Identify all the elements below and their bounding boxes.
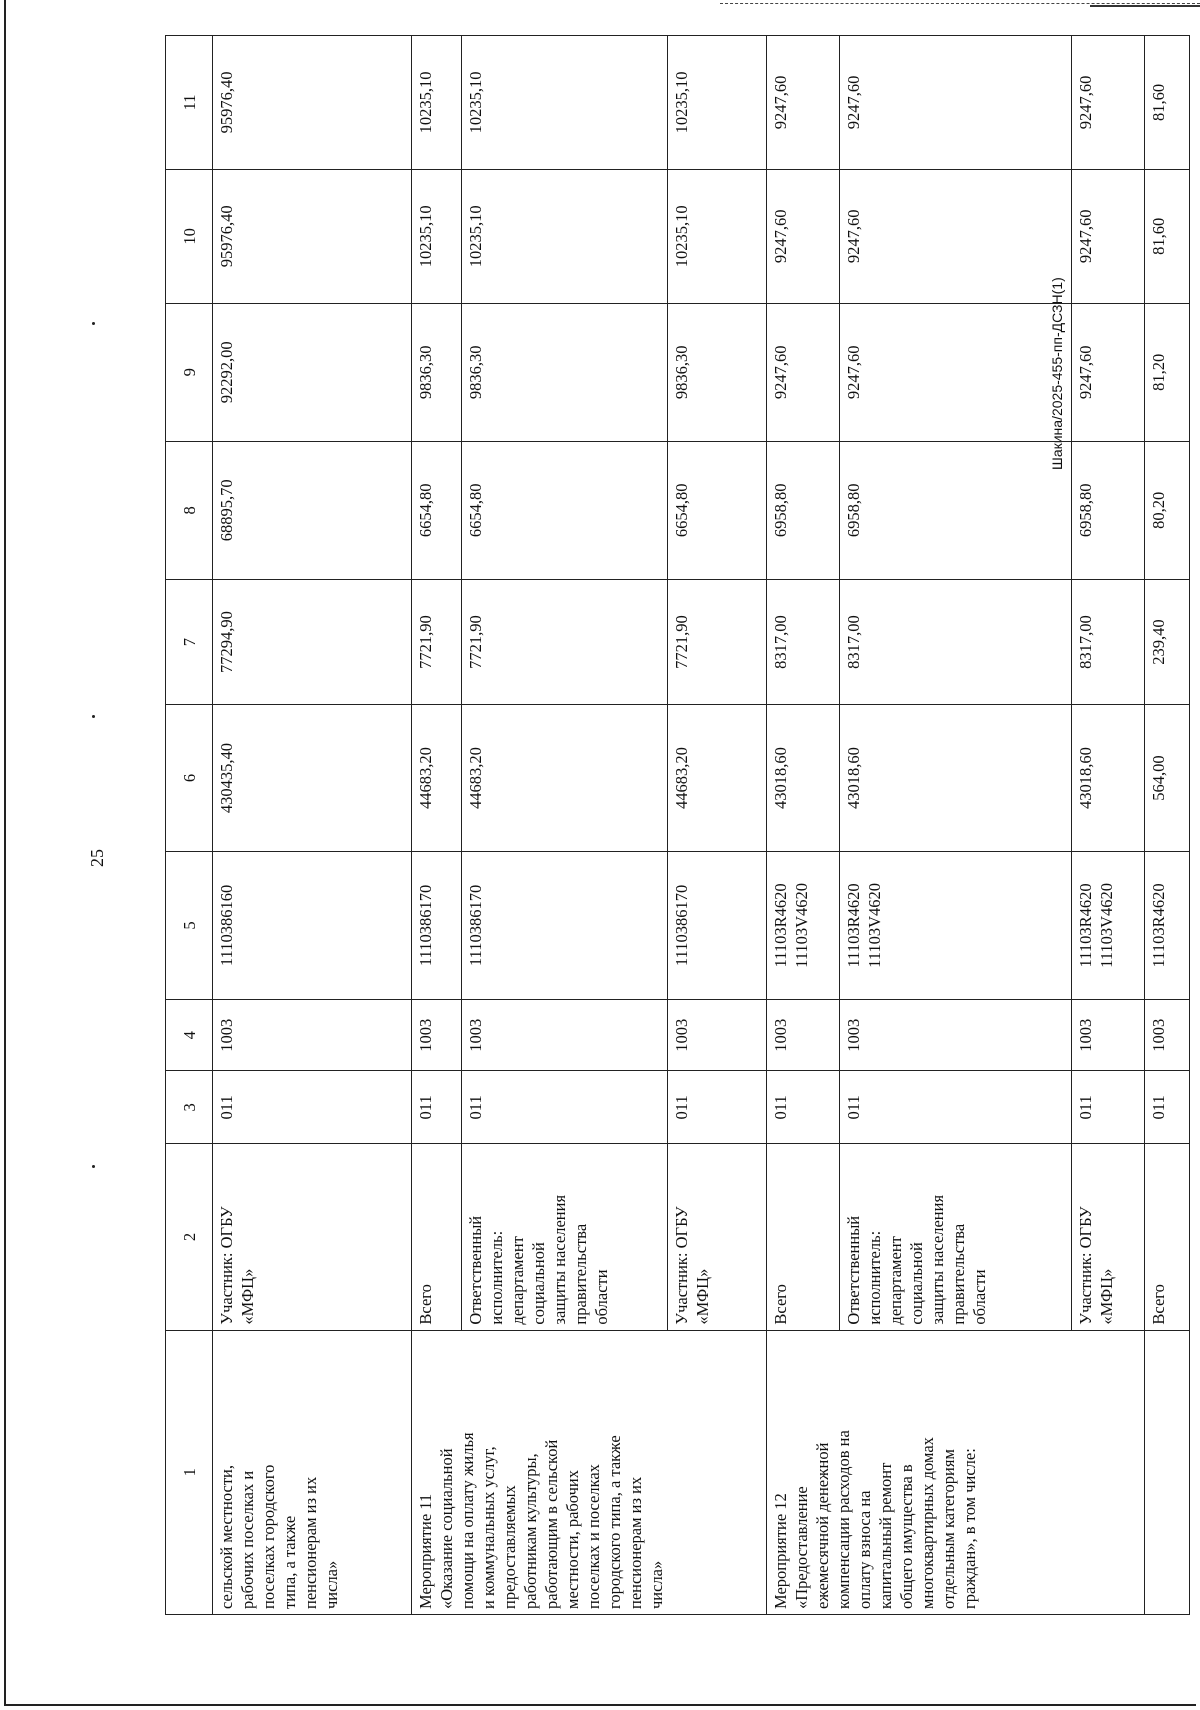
grbs-cell: 011	[462, 1071, 667, 1144]
csr-cell: 1110386170	[462, 851, 667, 999]
csr-cell: 1110386160	[213, 851, 412, 999]
total-cell: 44683,20	[462, 705, 667, 851]
year-value-cell: 9836,30	[411, 303, 461, 441]
csr-cell: 11103R4620 11103V4620	[767, 851, 840, 999]
measure-cell	[1144, 1330, 1189, 1614]
year-value-cell: 9247,60	[840, 303, 1072, 441]
executor-cell: Участник: ОГБУ «МФЦ»	[667, 1144, 766, 1330]
csr-cell: 11103R4620	[1144, 851, 1189, 999]
header-cell: 6	[166, 705, 213, 851]
header-cell: 8	[166, 441, 213, 579]
year-value-cell: 81,60	[1144, 169, 1189, 303]
section-cell: 1003	[1071, 1000, 1144, 1071]
year-value-cell: 9247,60	[1071, 36, 1144, 170]
year-value-cell: 239,40	[1144, 579, 1189, 704]
header-cell: 7	[166, 579, 213, 704]
measure-cell: Мероприятие 11 «Оказание социальной помощи на оплату жилья и коммунальных услуг, предоставляемых работникам культуры, работающим в сельской местности, рабочих поселках и поселках городского типа, а также пенсионерам из их числа»	[411, 1330, 766, 1614]
header-cell: 4	[166, 1000, 213, 1071]
year-value-cell: 10235,10	[411, 169, 461, 303]
year-value-cell: 10235,10	[462, 169, 667, 303]
header-cell: 1	[166, 1330, 213, 1614]
year-value-cell: 7721,90	[411, 579, 461, 704]
section-cell: 1003	[840, 1000, 1072, 1071]
year-value-cell: 10235,10	[667, 36, 766, 170]
csr-cell: 11103R4620 11103V4620	[1071, 851, 1144, 999]
year-value-cell: 95976,40	[213, 169, 412, 303]
section-cell: 1003	[462, 1000, 667, 1071]
year-value-cell: 10235,10	[462, 36, 667, 170]
rotated-table-wrapper	[165, 35, 1190, 1615]
grbs-cell: 011	[411, 1071, 461, 1144]
year-value-cell: 9836,30	[667, 303, 766, 441]
budget-table	[165, 35, 1190, 1615]
top-edge-line	[1090, 5, 1200, 7]
year-value-cell: 7721,90	[667, 579, 766, 704]
top-dashed-line	[720, 3, 1200, 4]
grbs-cell: 011	[1071, 1071, 1144, 1144]
year-value-cell: 6654,80	[411, 441, 461, 579]
year-value-cell: 7721,90	[462, 579, 667, 704]
year-value-cell: 9836,30	[462, 303, 667, 441]
year-value-cell: 80,20	[1144, 441, 1189, 579]
page-number: 25	[87, 849, 107, 867]
table-row	[767, 36, 840, 1615]
year-value-cell: 10235,10	[411, 36, 461, 170]
header-cell: 11	[166, 36, 213, 170]
year-value-cell: 10235,10	[667, 169, 766, 303]
section-cell: 1003	[411, 1000, 461, 1071]
scan-speck	[92, 322, 95, 325]
measure-cell: сельской местности, рабочих поселках и поселках городского типа, а также пенсионерам из их числа»	[213, 1330, 412, 1614]
year-value-cell: 95976,40	[213, 36, 412, 170]
year-value-cell: 8317,00	[767, 579, 840, 704]
header-cell: 2	[166, 1144, 213, 1330]
year-value-cell: 8317,00	[1071, 579, 1144, 704]
total-cell: 44683,20	[667, 705, 766, 851]
grbs-cell: 011	[213, 1071, 412, 1144]
year-value-cell: 81,20	[1144, 303, 1189, 441]
year-value-cell: 9247,60	[1071, 169, 1144, 303]
year-value-cell: 77294,90	[213, 579, 412, 704]
year-value-cell: 9247,60	[767, 169, 840, 303]
grbs-cell: 011	[767, 1071, 840, 1144]
scan-speck	[92, 715, 95, 718]
total-cell: 430435,40	[213, 705, 412, 851]
year-value-cell: 81,60	[1144, 36, 1189, 170]
year-value-cell: 6958,80	[1071, 441, 1144, 579]
executor-cell: Участник: ОГБУ «МФЦ»	[213, 1144, 412, 1330]
year-value-cell: 9247,60	[767, 36, 840, 170]
total-cell: 43018,60	[767, 705, 840, 851]
grbs-cell: 011	[1144, 1071, 1189, 1144]
csr-cell: 1110386170	[411, 851, 461, 999]
total-cell: 44683,20	[411, 705, 461, 851]
year-value-cell: 9247,60	[840, 169, 1072, 303]
executor-cell: Участник: ОГБУ «МФЦ»	[1071, 1144, 1144, 1330]
year-value-cell: 9247,60	[840, 36, 1072, 170]
section-cell: 1003	[767, 1000, 840, 1071]
total-cell: 564,00	[1144, 705, 1189, 851]
year-value-cell: 6958,80	[840, 441, 1072, 579]
table-row	[1144, 36, 1189, 1615]
header-cell: 9	[166, 303, 213, 441]
section-cell: 1003	[667, 1000, 766, 1071]
section-cell: 1003	[1144, 1000, 1189, 1071]
header-cell: 5	[166, 851, 213, 999]
total-cell: 43018,60	[840, 705, 1072, 851]
table-header-row	[166, 36, 213, 1615]
year-value-cell: 68895,70	[213, 441, 412, 579]
csr-cell: 1110386170	[667, 851, 766, 999]
executor-cell: Ответственный исполнитель: департамент социальной защиты населения правительства области	[462, 1144, 667, 1330]
csr-cell: 11103R4620 11103V4620	[840, 851, 1072, 999]
header-cell: 10	[166, 169, 213, 303]
year-value-cell: 6654,80	[462, 441, 667, 579]
total-cell: 43018,60	[1071, 705, 1144, 851]
footer-file-label: Шакина/2025-455-пп-ДСЗН(1)	[1049, 277, 1065, 470]
executor-cell: Ответственный исполнитель: департамент социальной защиты населения правительства области	[840, 1144, 1072, 1330]
measure-cell: Мероприятие 12 «Предоставление ежемесячной денежной компенсации расходов на оплату взноса на капитальный ремонт общего имущества в многоквартирных домах отдельным категориям граждан», в том числе:	[767, 1330, 1145, 1614]
year-value-cell: 6958,80	[767, 441, 840, 579]
header-cell: 3	[166, 1071, 213, 1144]
executor-cell: Всего	[411, 1144, 461, 1330]
year-value-cell: 8317,00	[840, 579, 1072, 704]
table-row	[411, 36, 461, 1615]
year-value-cell: 6654,80	[667, 441, 766, 579]
executor-cell: Всего	[767, 1144, 840, 1330]
year-value-cell: 92292,00	[213, 303, 412, 441]
year-value-cell: 9247,60	[1071, 303, 1144, 441]
grbs-cell: 011	[667, 1071, 766, 1144]
year-value-cell: 9247,60	[767, 303, 840, 441]
scan-speck	[92, 1165, 95, 1168]
executor-cell: Всего	[1144, 1144, 1189, 1330]
table-row	[213, 36, 412, 1615]
section-cell: 1003	[213, 1000, 412, 1071]
grbs-cell: 011	[840, 1071, 1072, 1144]
